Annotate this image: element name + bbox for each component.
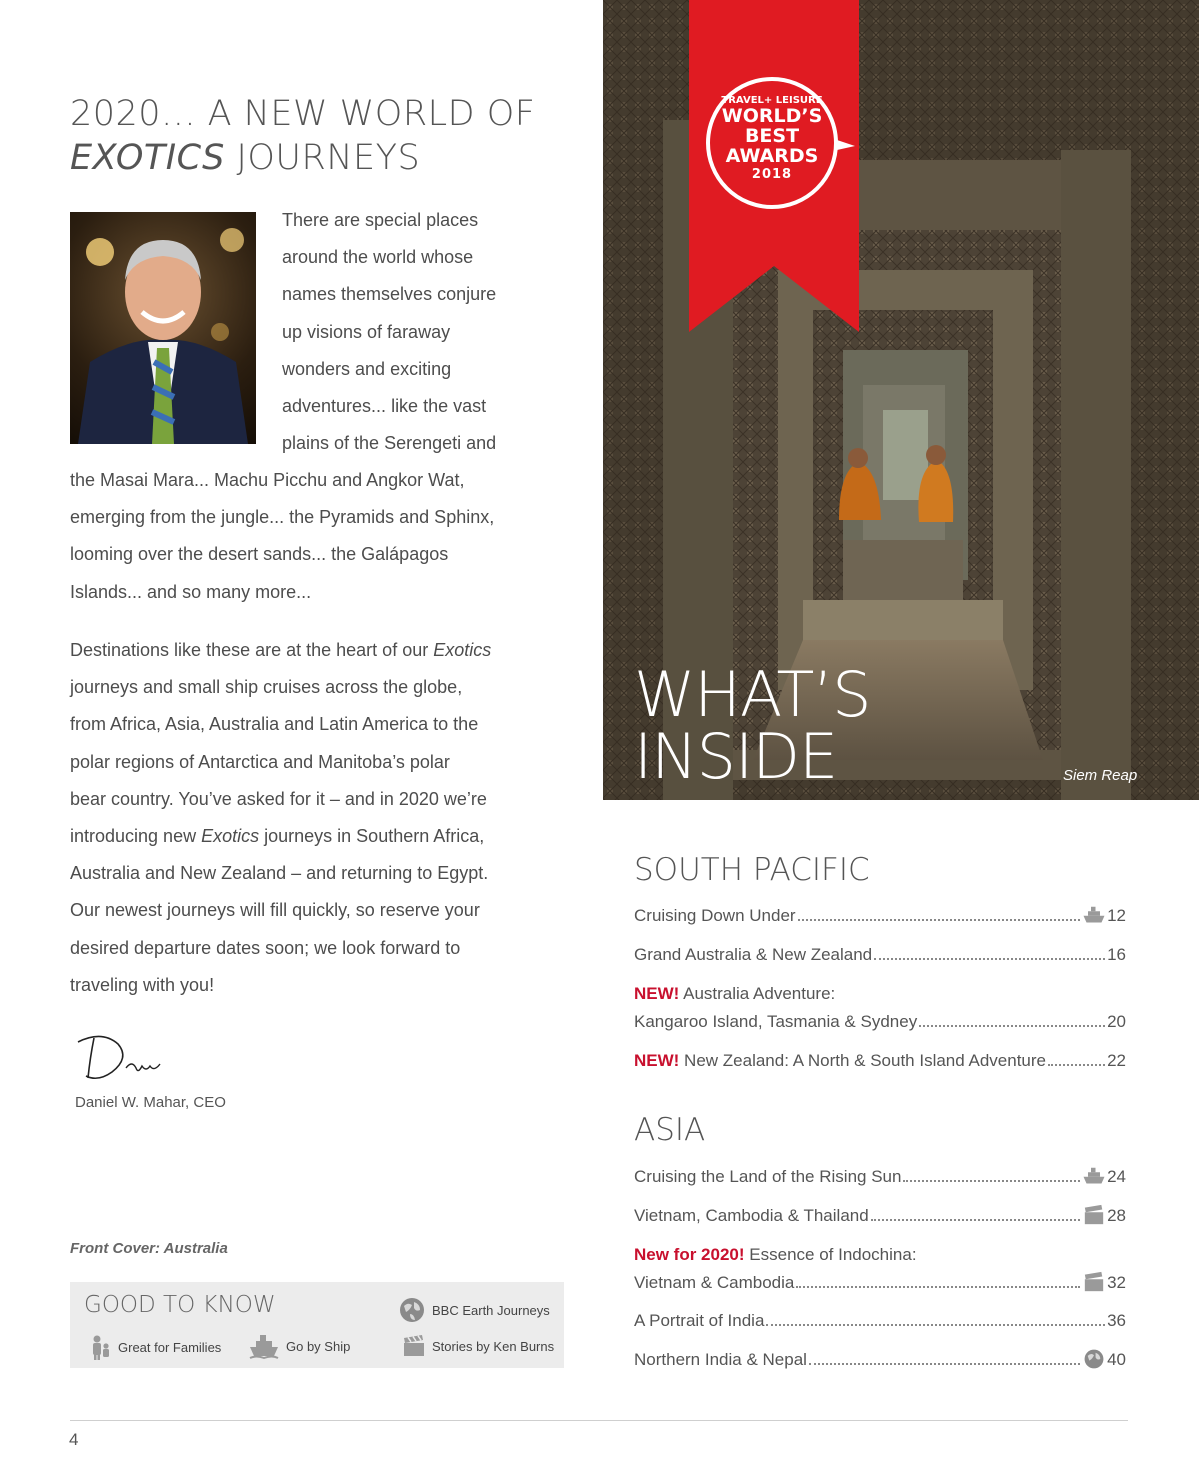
photo-caption: Siem Reap — [1063, 767, 1138, 784]
toc-row[interactable]: A Portrait of India 36 — [634, 1311, 1126, 1330]
whats-inside-title: WHAT’S INSIDE — [634, 658, 871, 793]
page-heading: 2020... A NEW WORLD OF EXOTICS JOURNEYS — [70, 94, 536, 178]
good-to-know-box — [70, 1282, 564, 1368]
toc-row[interactable]: Grand Australia & New Zealand 16 — [634, 945, 1126, 964]
ceo-portrait — [70, 212, 256, 444]
globe-icon — [398, 1296, 426, 1324]
legend-ship: Go by Ship — [248, 1332, 350, 1360]
ceo-signature — [72, 1028, 182, 1086]
portrait-illustration — [70, 212, 256, 444]
intro-narrow: There are special places around the world whose names themselves conjure up visions of faraway wonders and exciting adventures... like the vast plains of the Serengeti and — [282, 210, 497, 454]
clapperboard-icon — [402, 1334, 426, 1358]
toc-row[interactable]: NEW! Australia Adventure: Kangaroo Island, Tasmania & Sydney 20 — [634, 984, 1126, 1031]
legend-families: Great for Families — [90, 1334, 221, 1360]
toc-row[interactable]: Cruising the Land of the Rising Sun 24 — [634, 1167, 1126, 1186]
toc-row[interactable]: NEW! New Zealand: A North & South Island Adventure 22 — [634, 1051, 1126, 1070]
toc-row[interactable]: Cruising Down Under 12 — [634, 906, 1126, 925]
clapperboard-icon — [1082, 1271, 1106, 1293]
toc-row[interactable]: Northern India & Nepal 40 — [634, 1350, 1126, 1369]
toc-row[interactable]: New for 2020! Essence of Indochina: Vietnam & Cambodia 32 — [634, 1245, 1126, 1292]
award-text: TRAVEL+ LEISURE WORLD’S BEST AWARDS 2018 — [721, 95, 823, 182]
ship-icon — [248, 1332, 280, 1360]
globe-icon — [1082, 1348, 1106, 1370]
intro-wide: the Masai Mara... Machu Picchu and Angkor Wat, emerging from the jungle... the Pyramids and Sphinx, looming over the desert sands... the Galápagos Islands... and so many more... — [70, 470, 495, 602]
family-icon — [90, 1334, 112, 1360]
section-south-pacific: SOUTH PACIFIC — [634, 852, 870, 888]
footer-divider — [70, 1420, 1128, 1421]
clapperboard-icon — [1082, 1204, 1106, 1226]
ship-icon — [1082, 904, 1106, 926]
legend-burns: Stories by Ken Burns — [402, 1334, 554, 1358]
toc-row[interactable]: Vietnam, Cambodia & Thailand 28 — [634, 1206, 1126, 1225]
ship-icon — [1082, 1165, 1106, 1187]
front-cover-caption: Front Cover: Australia — [70, 1240, 228, 1257]
page-number: 4 — [69, 1430, 79, 1449]
section-asia: ASIA — [634, 1112, 706, 1148]
legend-bbc: BBC Earth Journeys — [398, 1296, 550, 1324]
good-to-know-title: GOOD TO KNOW — [84, 1292, 276, 1318]
paragraph-destinations: Destinations like these are at the heart of our Exotics journeys and small ship cruises across the globe, from Africa, Asia, Australia and Latin America to the polar regions of Antarctica and Manitoba’s polar bear country. You’ve asked for it – and in 2020 we’re introducing new Exotics journeys in Southern Africa, Australia and New Zealand – and returning to Egypt. Our newest journeys will fill quickly, so reserve your desired departure dates soon; we look forward to traveling with you! — [70, 640, 492, 995]
signature-name: Daniel W. Mahar, CEO — [75, 1094, 226, 1111]
